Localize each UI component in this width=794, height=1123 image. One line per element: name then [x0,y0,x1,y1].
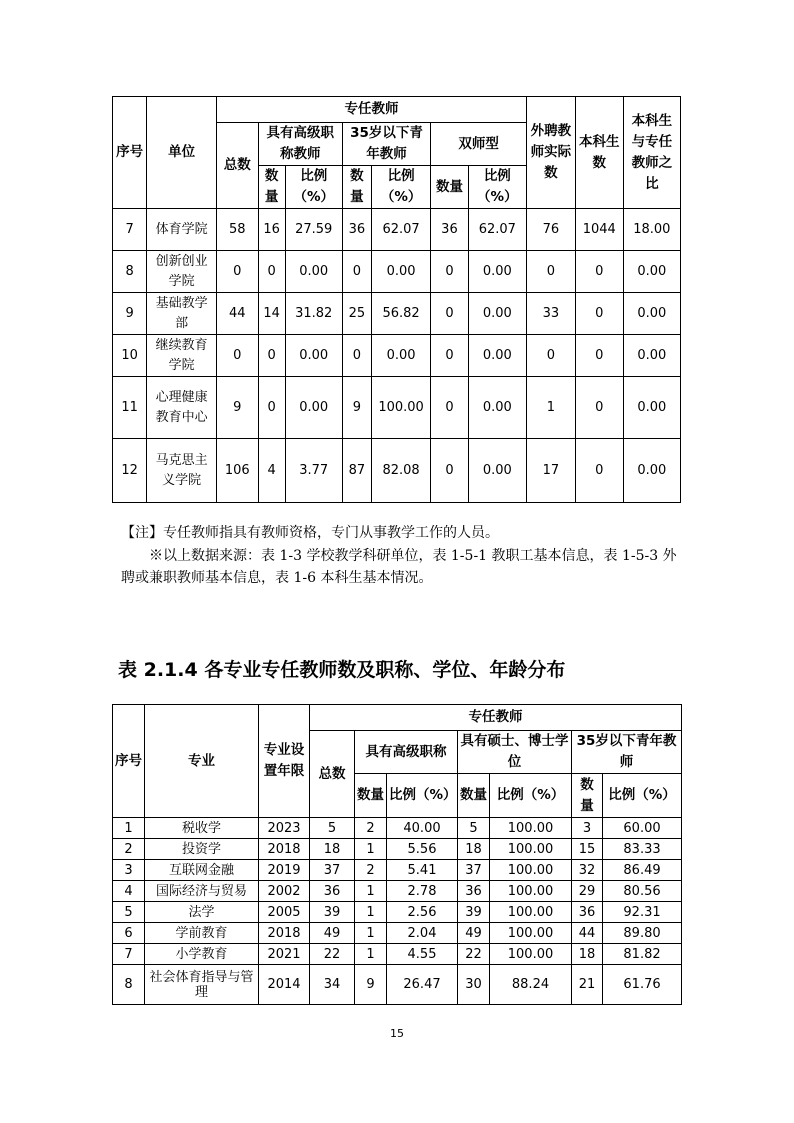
header-count: 数量 [458,774,490,818]
cell-young-count: 32 [572,860,603,881]
header-senior: 具有高级职称教师 [258,123,342,166]
header-fulltime: 专任教师 [217,97,527,123]
cell-senior-count: 0 [258,335,285,377]
cell-undergrad: 0 [575,251,623,293]
cell-degree-ratio: 100.00 [490,818,572,839]
cell-seq: 8 [113,965,145,1005]
table-row [113,439,681,503]
header-degree: 具有硕士、博士学位 [458,731,572,774]
cell-young-count: 0 [342,251,371,293]
cell-young-count: 15 [572,839,603,860]
cell-unit: 创新创业学院 [147,251,217,293]
table-row [113,818,682,839]
cell-external: 0 [526,251,575,293]
cell-young-ratio: 86.49 [603,860,682,881]
cell-senior-count: 9 [355,965,387,1005]
cell-dual-ratio: 62.07 [468,209,526,251]
cell-senior-count: 16 [258,209,285,251]
table-row [113,209,681,251]
cell-senior-count: 0 [258,251,285,293]
cell-external: 1 [526,377,575,439]
cell-unit: 继续教育学院 [147,335,217,377]
cell-young-ratio: 80.56 [603,881,682,902]
cell-dual-count: 0 [431,335,468,377]
cell-young-ratio: 62.07 [371,209,430,251]
cell-young-count: 25 [342,293,371,335]
cell-dual-count: 0 [431,251,468,293]
cell-senior-ratio: 0.00 [285,377,342,439]
cell-seq: 9 [113,293,147,335]
cell-seq: 2 [113,839,145,860]
header-ratio: 比例（%） [387,774,458,818]
cell-year: 2019 [259,860,310,881]
cell-total: 34 [310,965,355,1005]
header-count: 数量 [572,774,603,818]
cell-young-count: 3 [572,818,603,839]
cell-degree-count: 39 [458,902,490,923]
cell-senior-ratio: 4.55 [387,944,458,965]
cell-senior-count: 2 [355,860,387,881]
cell-seq: 6 [113,923,145,944]
header-fulltime: 专任教师 [310,705,682,731]
cell-total: 39 [310,902,355,923]
header-senior: 具有高级职称 [355,731,458,774]
header-seq: 序号 [113,97,147,209]
header-unit: 单位 [147,97,217,209]
cell-senior-ratio: 2.56 [387,902,458,923]
cell-young-ratio: 56.82 [371,293,430,335]
header-count: 数量 [355,774,387,818]
cell-senior-count: 4 [258,439,285,503]
cell-young-ratio: 89.80 [603,923,682,944]
cell-degree-count: 49 [458,923,490,944]
cell-dual-count: 0 [431,439,468,503]
table-row [113,293,681,335]
header-dual: 双师型 [431,123,527,166]
cell-dual-ratio: 0.00 [468,377,526,439]
cell-young-count: 9 [342,377,371,439]
cell-senior-count: 2 [355,818,387,839]
cell-senior-ratio: 3.77 [285,439,342,503]
cell-young-count: 29 [572,881,603,902]
cell-total: 9 [217,377,259,439]
cell-degree-count: 30 [458,965,490,1005]
page-number: 15 [390,1027,404,1040]
cell-young-count: 44 [572,923,603,944]
cell-ug-ratio: 18.00 [623,209,680,251]
cell-total: 36 [310,881,355,902]
cell-ug-ratio: 0.00 [623,335,680,377]
header-ratio: 比例（%） [603,774,682,818]
cell-senior-ratio: 26.47 [387,965,458,1005]
cell-young-count: 21 [572,965,603,1005]
header-ratio: 比例（%） [490,774,572,818]
cell-major: 社会体育指导与管理 [145,965,259,1005]
cell-degree-ratio: 100.00 [490,902,572,923]
cell-total: 18 [310,839,355,860]
header-total: 总数 [217,123,259,209]
cell-external: 0 [526,335,575,377]
footnote: 【注】专任教师指具有教师资格，专门从事教学工作的人员。 [121,525,499,541]
cell-ug-ratio: 0.00 [623,377,680,439]
header-years: 专业设置年限 [259,705,310,818]
cell-dual-ratio: 0.00 [468,439,526,503]
header-major: 专业 [145,705,259,818]
cell-total: 58 [217,209,259,251]
cell-total: 0 [217,251,259,293]
table-row [113,251,681,293]
table-row [113,902,682,923]
cell-undergrad: 0 [575,335,623,377]
cell-external: 17 [526,439,575,503]
table-row [113,944,682,965]
cell-dual-count: 36 [431,209,468,251]
cell-dual-ratio: 0.00 [468,293,526,335]
cell-dual-ratio: 0.00 [468,251,526,293]
cell-degree-count: 5 [458,818,490,839]
cell-degree-ratio: 100.00 [490,839,572,860]
cell-total: 22 [310,944,355,965]
header-ratio: 比例（%） [468,166,526,209]
cell-dual-count: 0 [431,293,468,335]
cell-dual-ratio: 0.00 [468,335,526,377]
header-count: 数量 [431,166,468,209]
cell-senior-count: 1 [355,881,387,902]
faculty-by-unit-table [112,96,681,503]
cell-year: 2018 [259,923,310,944]
cell-young-ratio: 61.76 [603,965,682,1005]
cell-young-count: 36 [572,902,603,923]
header-ratio: 比例（%） [285,166,342,209]
cell-young-count: 36 [342,209,371,251]
cell-seq: 4 [113,881,145,902]
cell-ug-ratio: 0.00 [623,293,680,335]
cell-degree-ratio: 100.00 [490,881,572,902]
data-source-note: ※以上数据来源：表 1-3 学校教学科研单位，表 1-5-1 教职工基本信息，表 1-5-3 外聘或兼职教师基本信息，表 1-6 本科生基本情况。 [121,548,677,586]
header-count: 数量 [342,166,371,209]
cell-total: 44 [217,293,259,335]
cell-seq: 7 [113,209,147,251]
cell-total: 49 [310,923,355,944]
cell-senior-ratio: 5.41 [387,860,458,881]
header-seq: 序号 [113,705,145,818]
cell-year: 2005 [259,902,310,923]
cell-major: 投资学 [145,839,259,860]
cell-year: 2023 [259,818,310,839]
header-ratio: 比例（%） [371,166,430,209]
cell-seq: 8 [113,251,147,293]
header-external: 外聘教师实际数 [526,97,575,209]
cell-senior-ratio: 2.78 [387,881,458,902]
header-young: 35岁以下青年教师 [572,731,682,774]
cell-senior-ratio: 5.56 [387,839,458,860]
cell-young-ratio: 0.00 [371,251,430,293]
cell-seq: 12 [113,439,147,503]
cell-young-count: 0 [342,335,371,377]
table-caption: 表 2.1.4 各专业专任教师数及职称、学位、年龄分布 [118,659,566,681]
cell-external: 33 [526,293,575,335]
header-young: 35岁以下青年教师 [342,123,430,166]
cell-senior-count: 14 [258,293,285,335]
cell-young-ratio: 100.00 [371,377,430,439]
cell-senior-count: 1 [355,839,387,860]
cell-senior-ratio: 2.04 [387,923,458,944]
table-row [113,881,682,902]
table-row [113,377,681,439]
cell-total: 0 [217,335,259,377]
cell-year: 2018 [259,839,310,860]
cell-young-ratio: 0.00 [371,335,430,377]
table-row [113,923,682,944]
cell-senior-count: 1 [355,944,387,965]
cell-degree-ratio: 100.00 [490,923,572,944]
cell-senior-ratio: 31.82 [285,293,342,335]
cell-young-count: 87 [342,439,371,503]
cell-senior-ratio: 0.00 [285,335,342,377]
cell-senior-count: 1 [355,923,387,944]
table-row [113,839,682,860]
cell-major: 小学教育 [145,944,259,965]
cell-unit: 体育学院 [147,209,217,251]
cell-major: 国际经济与贸易 [145,881,259,902]
cell-senior-ratio: 0.00 [285,251,342,293]
cell-degree-count: 37 [458,860,490,881]
header-ug-ratio: 本科生与专任教师之比 [623,97,680,209]
cell-undergrad: 0 [575,439,623,503]
cell-senior-ratio: 40.00 [387,818,458,839]
cell-degree-ratio: 88.24 [490,965,572,1005]
cell-degree-count: 22 [458,944,490,965]
cell-year: 2021 [259,944,310,965]
cell-seq: 5 [113,902,145,923]
header-undergrad: 本科生数 [575,97,623,209]
cell-seq: 3 [113,860,145,881]
cell-degree-ratio: 100.00 [490,860,572,881]
cell-major: 互联网金融 [145,860,259,881]
cell-young-ratio: 81.82 [603,944,682,965]
header-count: 数量 [258,166,285,209]
cell-senior-count: 1 [355,902,387,923]
cell-total: 106 [217,439,259,503]
cell-degree-count: 36 [458,881,490,902]
cell-external: 76 [526,209,575,251]
cell-degree-ratio: 100.00 [490,944,572,965]
cell-major: 法学 [145,902,259,923]
cell-total: 5 [310,818,355,839]
cell-senior-count: 0 [258,377,285,439]
cell-major: 税收学 [145,818,259,839]
cell-dual-count: 0 [431,377,468,439]
cell-unit: 基础教学部 [147,293,217,335]
cell-unit: 马克思主义学院 [147,439,217,503]
cell-young-ratio: 60.00 [603,818,682,839]
header-total: 总数 [310,731,355,818]
cell-young-ratio: 82.08 [371,439,430,503]
cell-unit: 心理健康教育中心 [147,377,217,439]
cell-seq: 1 [113,818,145,839]
cell-major: 学前教育 [145,923,259,944]
cell-young-ratio: 83.33 [603,839,682,860]
cell-total: 37 [310,860,355,881]
cell-young-ratio: 92.31 [603,902,682,923]
table-row [113,860,682,881]
table-row [113,965,682,1005]
cell-undergrad: 0 [575,377,623,439]
cell-undergrad: 0 [575,293,623,335]
cell-seq: 10 [113,335,147,377]
cell-seq: 7 [113,944,145,965]
cell-ug-ratio: 0.00 [623,251,680,293]
cell-ug-ratio: 0.00 [623,439,680,503]
cell-seq: 11 [113,377,147,439]
cell-young-count: 18 [572,944,603,965]
faculty-by-major-table [112,704,682,1005]
cell-year: 2002 [259,881,310,902]
cell-degree-count: 18 [458,839,490,860]
cell-senior-ratio: 27.59 [285,209,342,251]
cell-undergrad: 1044 [575,209,623,251]
cell-year: 2014 [259,965,310,1005]
table-row [113,335,681,377]
